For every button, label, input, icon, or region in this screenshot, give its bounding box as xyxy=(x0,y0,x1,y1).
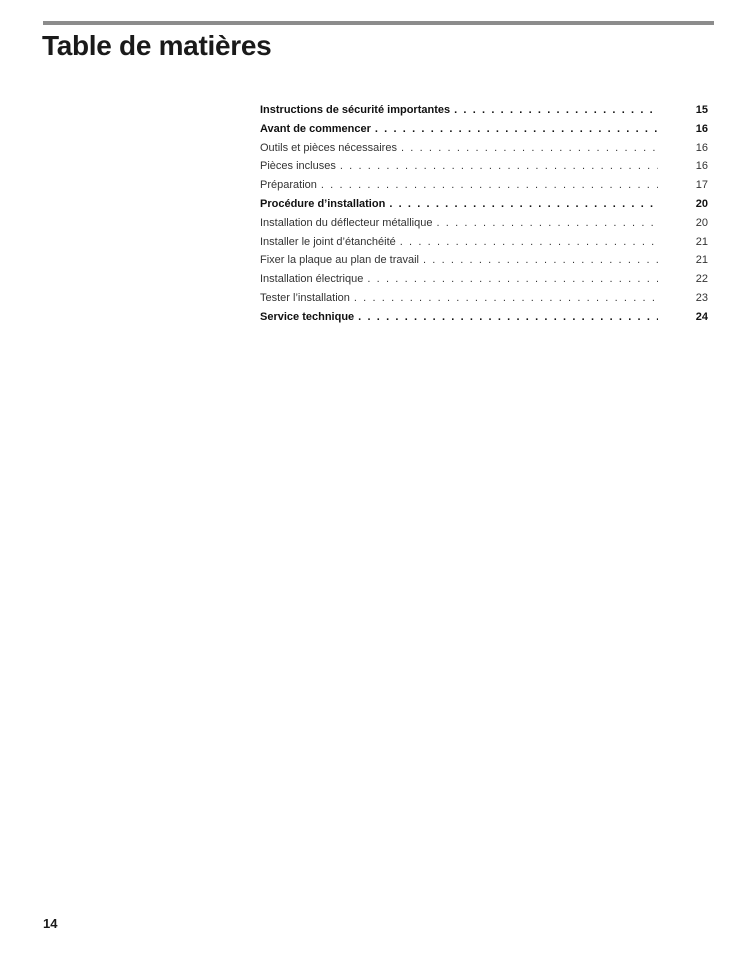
toc-entry[interactable] xyxy=(260,176,708,195)
toc-entry-label: Installer le joint d’étanchéité xyxy=(260,235,396,248)
toc-dot-leader xyxy=(454,101,658,120)
toc-dot-leader xyxy=(354,289,658,308)
toc-dot-leader xyxy=(340,157,658,176)
toc-entry-label: Procédure d’installation xyxy=(260,197,386,210)
toc-entry-label: Tester l’installation xyxy=(260,291,350,304)
toc-entry[interactable] xyxy=(260,270,708,289)
toc-entry[interactable] xyxy=(260,214,708,233)
toc-entry-label: Préparation xyxy=(260,179,317,192)
toc-entry-page: 23 xyxy=(695,291,708,304)
toc-dot-leader xyxy=(367,270,658,289)
toc-entry-page: 20 xyxy=(695,197,708,210)
toc-entry-page: 20 xyxy=(695,216,708,229)
page-title: Table de matières xyxy=(42,30,272,61)
toc-entry[interactable] xyxy=(260,308,708,327)
toc-entry[interactable] xyxy=(260,157,708,176)
toc-entry-label: Instructions de sécurité importantes xyxy=(260,104,451,116)
toc-entry-label: Installation électrique xyxy=(260,273,364,286)
toc-entry-page: 24 xyxy=(695,310,708,323)
toc-entry-page: 15 xyxy=(695,104,708,116)
toc-entry-label: Fixer la plaque au plan de travail xyxy=(260,254,419,267)
toc-entry-label: Outils et pièces nécessaires xyxy=(260,141,397,154)
toc-entry[interactable] xyxy=(260,289,708,308)
toc-entry[interactable] xyxy=(260,233,708,252)
toc-entry-page: 17 xyxy=(695,179,708,192)
toc-entry-label: Pièces incluses xyxy=(260,160,336,173)
toc-dot-leader xyxy=(358,308,658,327)
toc-entry-page: 16 xyxy=(695,122,708,135)
toc-dot-leader xyxy=(400,233,658,252)
toc-entry-label: Avant de commencer xyxy=(260,122,371,135)
toc-dot-leader xyxy=(321,176,658,195)
toc-dot-leader xyxy=(375,120,658,139)
toc-entry-page: 22 xyxy=(695,273,708,286)
toc-entry[interactable] xyxy=(260,120,708,139)
toc-entry-page: 16 xyxy=(695,160,708,173)
toc-entry-page: 16 xyxy=(695,141,708,154)
toc-dot-leader xyxy=(436,214,658,233)
toc-entry-label: Service technique xyxy=(260,310,355,323)
toc-entry-page: 21 xyxy=(695,235,708,248)
toc-entry-label: Installation du déflecteur métallique xyxy=(260,216,433,229)
toc-dot-leader xyxy=(389,195,658,214)
toc-dot-leader xyxy=(401,139,658,158)
toc-entry[interactable] xyxy=(260,195,708,214)
toc-entry[interactable] xyxy=(260,139,708,158)
toc-entry[interactable] xyxy=(260,251,708,270)
toc-entry-page: 21 xyxy=(695,254,708,267)
toc-entry[interactable] xyxy=(260,101,708,120)
toc-dot-leader xyxy=(423,251,658,270)
page-number: 14 xyxy=(43,916,58,931)
table-of-contents xyxy=(260,101,708,327)
top-rule xyxy=(43,21,714,25)
